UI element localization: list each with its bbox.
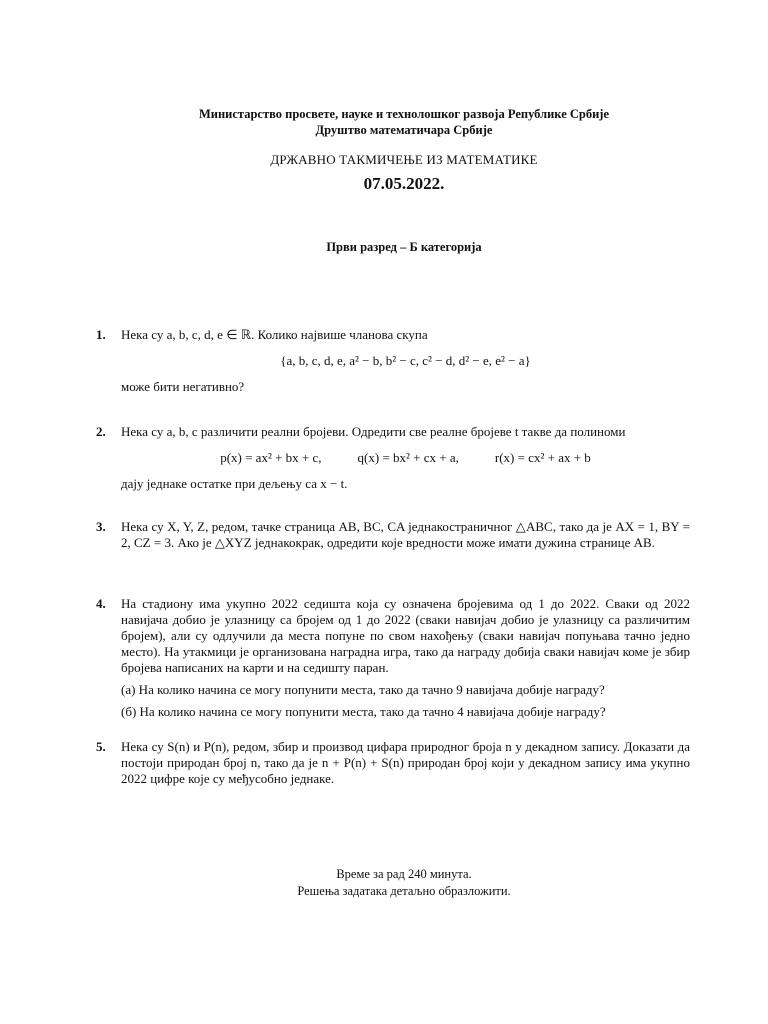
problem-number: 1. [96,327,106,342]
polynomial-formulas [121,450,690,466]
subquestion-a: (а) На колико начина се могу попунити места, тако да тачно 9 навијача добије награду? [121,682,605,697]
problem-1 [96,327,690,395]
problem-text: Нека су a, b, c различити реални бројеви. Одредити све реалне бројеве t такве да полиноми [121,424,626,439]
problem-text: Нека су S(n) и P(n), редом, збир и производ цифара природног броја n у декадном запису. Доказати да постоји природан број n, тако да је n + P(n) + S(n) природан број који у декадном запису има укупно 2022 цифре које су међусобно једнаке. [121,739,690,786]
instructions-note: Решења задатака детаљно образложити. [297,884,511,898]
document-header [0,106,768,194]
polynomial-q: q(x) = bx² + cx + a, [357,450,459,465]
problem-number: 3. [96,519,106,534]
problem-4 [96,596,690,720]
problem-question: дају једнаке остатке при дељењу са x − t. [121,476,348,491]
time-limit: Време за рад 240 минута. [336,867,472,881]
set-formula: {a, b, c, d, e, a² − b, b² − c, c² − d, d² − e, e² − a} [280,353,531,368]
subquestion-b: (б) На колико начина се могу попунити места, тако да тачно 4 навијача добије награду? [121,704,606,719]
competition-title: ДРЖАВНО ТАКМИЧЕЊЕ ИЗ МАТЕМАТИКЕ [270,152,538,167]
problem-3 [96,519,690,551]
polynomial-r: r(x) = cx² + ax + b [494,450,591,465]
problem-number: 5. [96,739,106,754]
problem-2 [96,424,690,492]
document-footer [0,866,768,900]
problem-question: може бити негативно? [121,379,245,394]
competition-date: 07.05.2022. [363,174,445,193]
problem-number: 4. [96,596,106,611]
problem-text: Нека су X, Y, Z, редом, тачке страница AB, BC, CA једнакостраничног △ABC, тако да је AX = 1, BY = 2, CZ = 3. Ако је △XYZ једнакокрак, одредити које вредности може имати дужина странице AB. [121,519,690,550]
problem-5 [96,739,690,787]
problem-number: 2. [96,424,106,439]
ministry-line: Министарство просвете, науке и технолошког развоја Републике Србије [198,107,610,121]
polynomial-p: p(x) = ax² + bx + c, [220,450,322,465]
problem-text: Нека су a, b, c, d, e ∈ ℝ. Колико највише чланова скупа [121,327,428,342]
category-heading: Први разред – Б категорија [326,240,482,254]
problem-text: На стадиону има укупно 2022 седишта која су означена бројевима од 1 до 2022. Сваки од 2022 навијача добио је улазницу са бројем од 1 до 2022 (сваки навијач добио је улазницу са различитим бројем), али су одлучили да места попуне по свом нахођењу (сваки навијач попуњава тачно једно место). На утакмици је организована наградна игра, тако да награду добија сваки навијач коме је збир бројева написаних на карти и на седишту паран. [121,596,690,675]
society-line: Друштво математичара Србије [315,123,493,137]
